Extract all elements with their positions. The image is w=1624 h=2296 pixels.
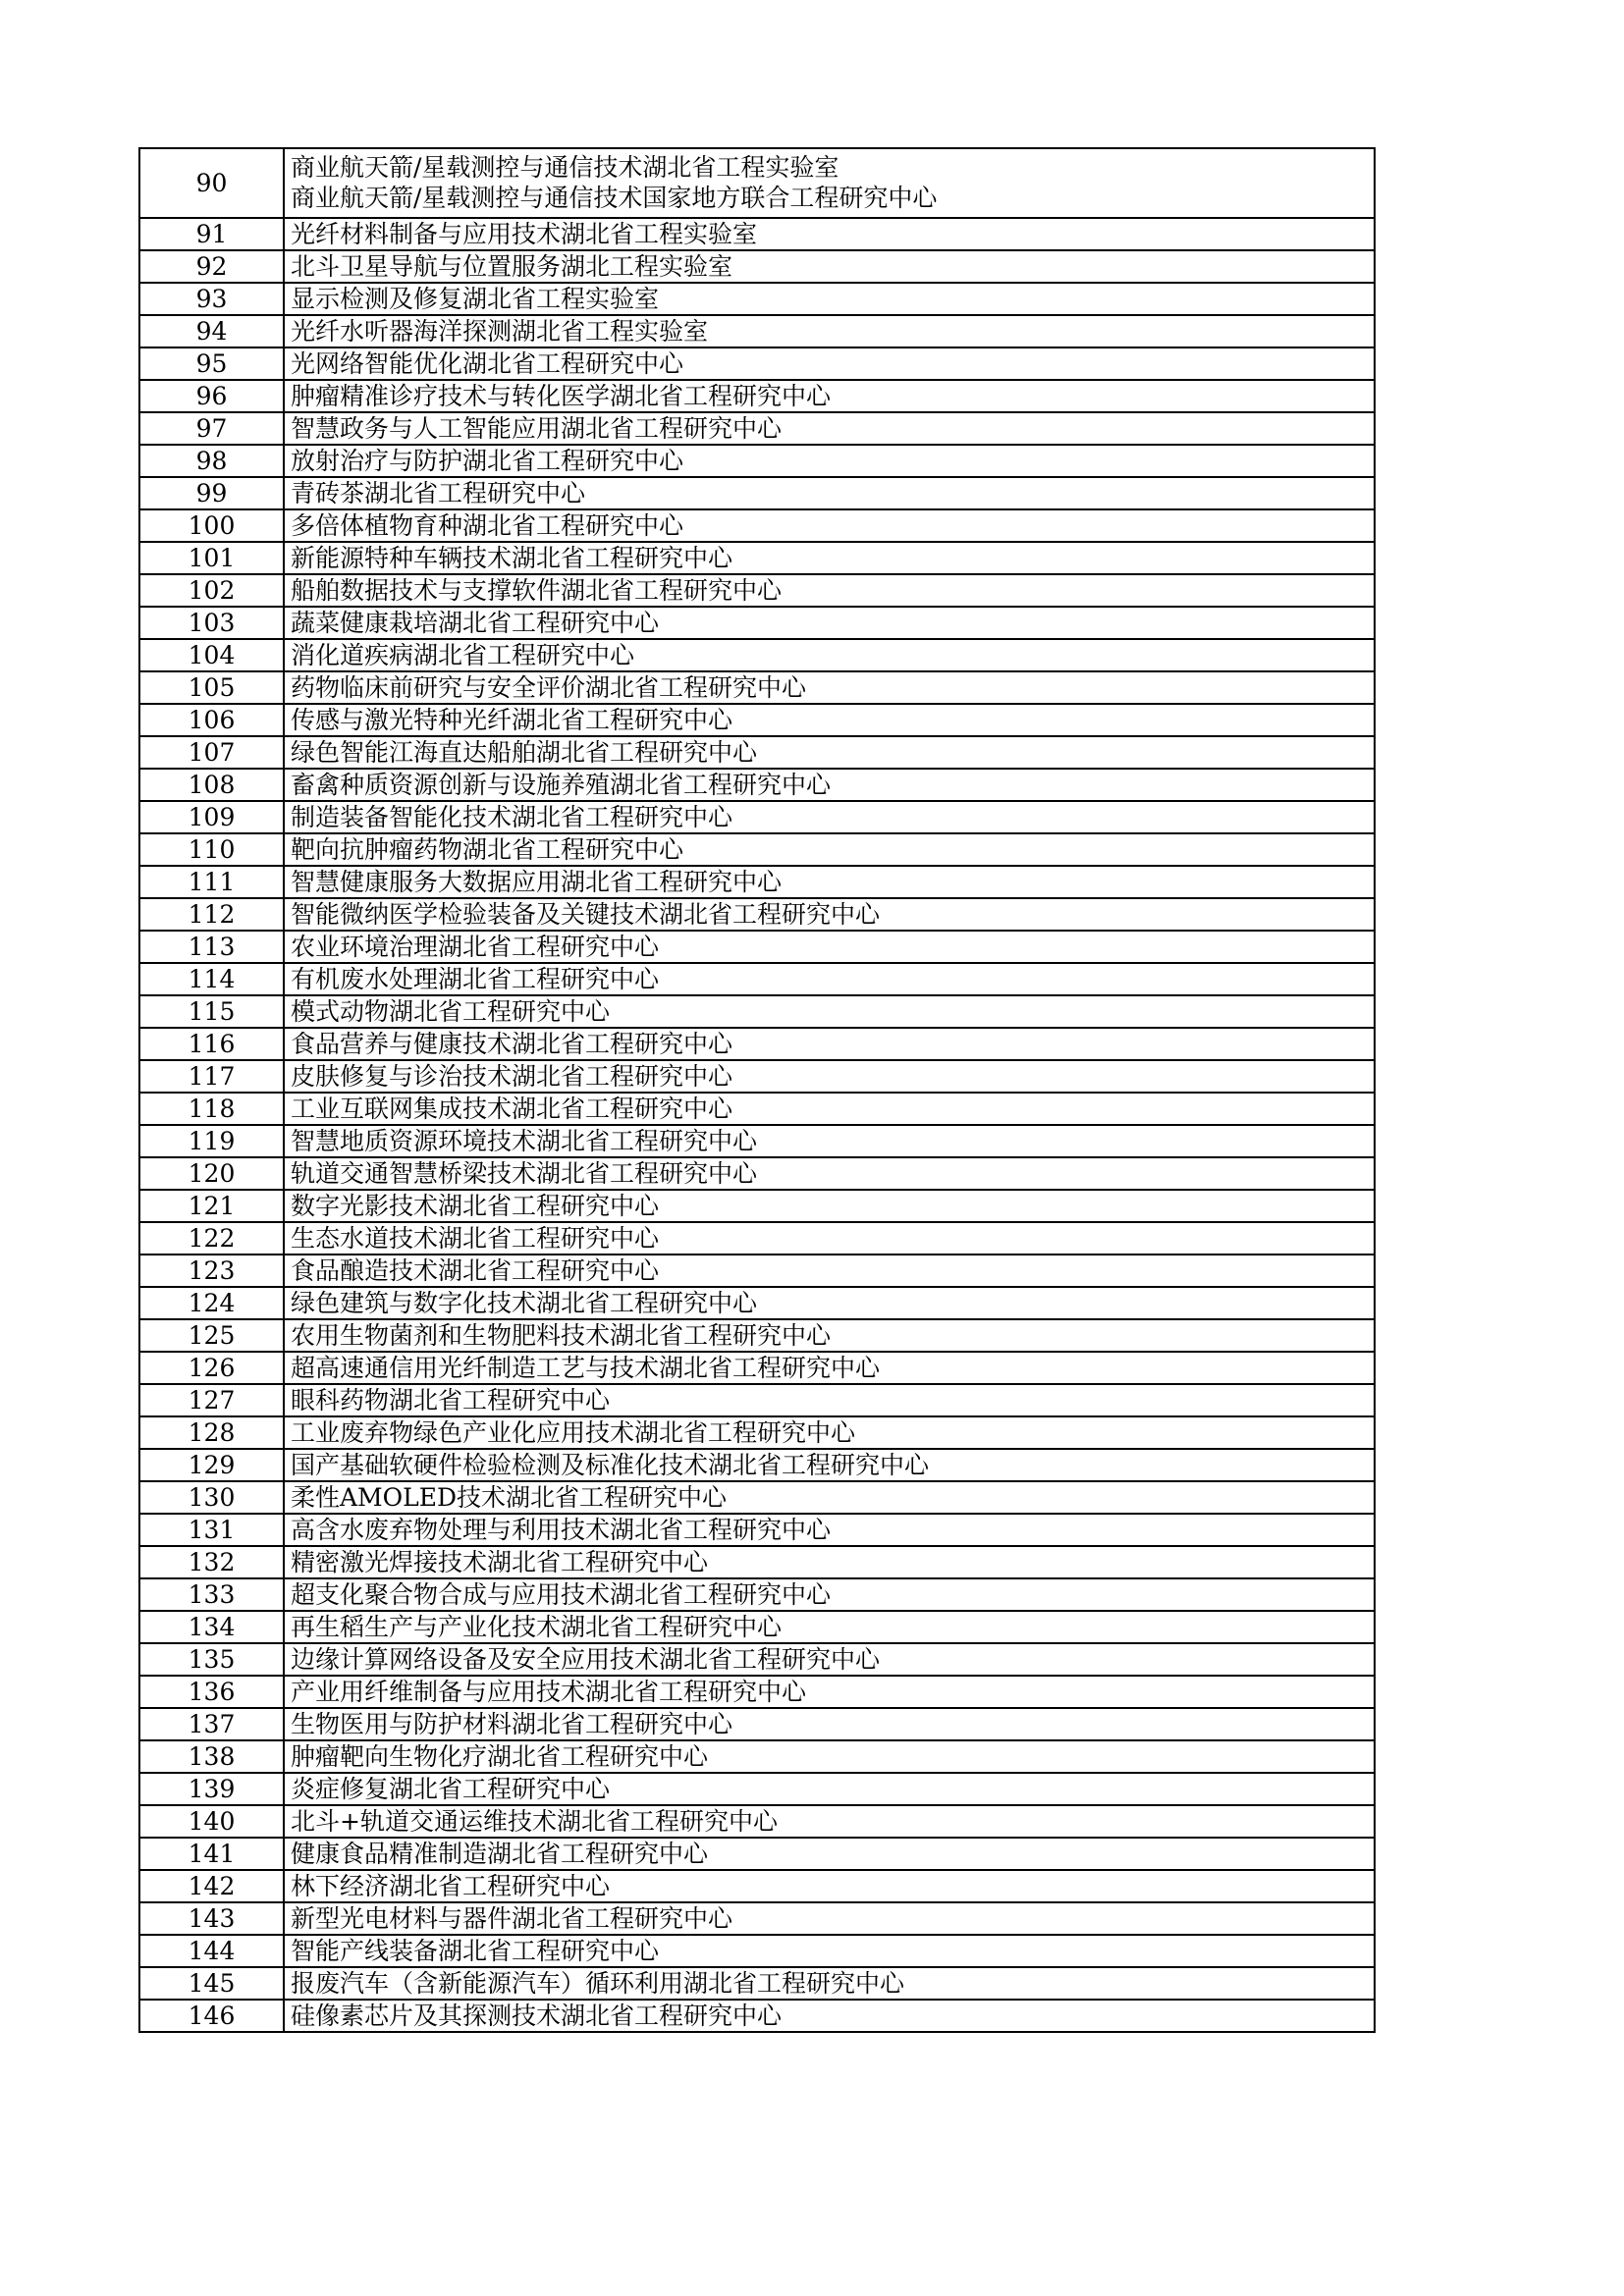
row-number: 127 <box>139 1384 284 1416</box>
center-name: 光纤材料制备与应用技术湖北省工程实验室 <box>291 220 758 248</box>
row-number: 136 <box>139 1676 284 1708</box>
center-name: 数字光影技术湖北省工程研究中心 <box>291 1192 660 1220</box>
engineering-center-table <box>138 147 1376 2033</box>
center-name-cell <box>284 1093 1375 1125</box>
table-row <box>139 1514 1375 1546</box>
table-row <box>139 671 1375 704</box>
row-number: 104 <box>139 639 284 671</box>
center-name: 皮肤修复与诊治技术湖北省工程研究中心 <box>291 1062 733 1091</box>
center-name: 炎症修复湖北省工程研究中心 <box>291 1775 611 1803</box>
center-name-cell <box>284 801 1375 833</box>
row-number: 92 <box>139 250 284 283</box>
row-number: 130 <box>139 1481 284 1514</box>
center-name-cell <box>284 2000 1375 2032</box>
center-name-cell <box>284 445 1375 477</box>
center-name-cell <box>284 1805 1375 1838</box>
row-number: 118 <box>139 1093 284 1125</box>
row-number: 107 <box>139 736 284 769</box>
center-name: 新型光电材料与器件湖北省工程研究中心 <box>291 1904 733 1933</box>
center-name: 有机废水处理湖北省工程研究中心 <box>291 965 660 993</box>
center-name: 超支化聚合物合成与应用技术湖北省工程研究中心 <box>291 1580 832 1609</box>
center-name-cell <box>284 1676 1375 1708</box>
center-name-cell <box>284 1935 1375 1967</box>
center-name: 绿色智能江海直达船舶湖北省工程研究中心 <box>291 738 758 767</box>
table-row <box>139 1319 1375 1352</box>
row-number: 105 <box>139 671 284 704</box>
center-name: 光网络智能优化湖北省工程研究中心 <box>291 349 684 378</box>
center-name: 工业互联网集成技术湖北省工程研究中心 <box>291 1095 733 1123</box>
row-number: 122 <box>139 1222 284 1255</box>
row-number: 138 <box>139 1740 284 1773</box>
table-row <box>139 1157 1375 1190</box>
table-row <box>139 1870 1375 1902</box>
center-name-cell <box>284 1773 1375 1805</box>
row-number: 132 <box>139 1546 284 1578</box>
center-name-cell <box>284 995 1375 1028</box>
center-name-cell <box>284 250 1375 283</box>
center-name-cell <box>284 866 1375 898</box>
center-name-cell <box>284 1319 1375 1352</box>
table-row <box>139 1060 1375 1093</box>
row-number: 133 <box>139 1578 284 1611</box>
table-row <box>139 931 1375 963</box>
table-row <box>139 574 1375 607</box>
table-row <box>139 736 1375 769</box>
row-number: 137 <box>139 1708 284 1740</box>
table-body <box>139 148 1375 2032</box>
center-name-cell <box>284 218 1375 250</box>
row-number: 100 <box>139 509 284 542</box>
center-name-cell <box>284 1578 1375 1611</box>
center-name: 农用生物菌剂和生物肥料技术湖北省工程研究中心 <box>291 1321 832 1350</box>
row-number: 99 <box>139 477 284 509</box>
table-row <box>139 1740 1375 1773</box>
center-name: 多倍体植物育种湖北省工程研究中心 <box>291 511 684 540</box>
table-row <box>139 898 1375 931</box>
center-name-cell <box>284 1157 1375 1190</box>
center-name: 肿瘤精准诊疗技术与转化医学湖北省工程研究中心 <box>291 382 832 410</box>
center-name: 商业航天箭/星载测控与通信技术国家地方联合工程研究中心 <box>291 184 938 210</box>
center-name-cell <box>284 412 1375 445</box>
center-name-cell <box>284 1481 1375 1514</box>
table-row <box>139 1287 1375 1319</box>
center-name-cell <box>284 1255 1375 1287</box>
row-number: 90 <box>139 148 284 218</box>
row-number: 115 <box>139 995 284 1028</box>
table-row <box>139 509 1375 542</box>
table-row <box>139 1546 1375 1578</box>
center-name: 放射治疗与防护湖北省工程研究中心 <box>291 447 684 475</box>
center-name: 超高速通信用光纤制造工艺与技术湖北省工程研究中心 <box>291 1354 881 1382</box>
center-name-cell <box>284 671 1375 704</box>
row-number: 126 <box>139 1352 284 1384</box>
table-row <box>139 1773 1375 1805</box>
table-row <box>139 833 1375 866</box>
row-number: 145 <box>139 1967 284 2000</box>
row-number: 114 <box>139 963 284 995</box>
table-row <box>139 218 1375 250</box>
table-row <box>139 1935 1375 1967</box>
center-name-cell <box>284 574 1375 607</box>
row-number: 117 <box>139 1060 284 1093</box>
table-row <box>139 380 1375 412</box>
table-row <box>139 1125 1375 1157</box>
row-number: 121 <box>139 1190 284 1222</box>
table-row <box>139 607 1375 639</box>
row-number: 109 <box>139 801 284 833</box>
row-number: 125 <box>139 1319 284 1352</box>
row-number: 144 <box>139 1935 284 1967</box>
table-row <box>139 1902 1375 1935</box>
table-row <box>139 1093 1375 1125</box>
table-row <box>139 1255 1375 1287</box>
table-row <box>139 1352 1375 1384</box>
center-name-cell <box>284 1352 1375 1384</box>
center-name-cell <box>284 1060 1375 1093</box>
table-row <box>139 866 1375 898</box>
center-name-cell <box>284 963 1375 995</box>
table-row <box>139 315 1375 347</box>
center-name-cell <box>284 736 1375 769</box>
center-name: 北斗卫星导航与位置服务湖北工程实验室 <box>291 252 733 281</box>
row-number: 101 <box>139 542 284 574</box>
center-name: 柔性AMOLED技术湖北省工程研究中心 <box>291 1483 728 1512</box>
center-name-cell <box>284 1967 1375 2000</box>
table-row <box>139 1222 1375 1255</box>
row-number: 98 <box>139 445 284 477</box>
row-number: 106 <box>139 704 284 736</box>
center-name-cell <box>284 1611 1375 1643</box>
center-name: 绿色建筑与数字化技术湖北省工程研究中心 <box>291 1289 758 1317</box>
row-number: 91 <box>139 218 284 250</box>
center-name-cell <box>284 1028 1375 1060</box>
center-name: 食品酿造技术湖北省工程研究中心 <box>291 1256 660 1285</box>
center-name: 高含水废弃物处理与利用技术湖北省工程研究中心 <box>291 1516 832 1544</box>
table-row <box>139 1676 1375 1708</box>
row-number: 124 <box>139 1287 284 1319</box>
center-name-cell <box>284 1125 1375 1157</box>
center-name-cell <box>284 607 1375 639</box>
table-row <box>139 445 1375 477</box>
center-name-cell <box>284 1384 1375 1416</box>
center-name: 船舶数据技术与支撑软件湖北省工程研究中心 <box>291 576 783 605</box>
row-number: 113 <box>139 931 284 963</box>
center-name: 制造装备智能化技术湖北省工程研究中心 <box>291 803 733 831</box>
center-name: 北斗+轨道交通运维技术湖北省工程研究中心 <box>291 1807 778 1836</box>
center-name: 智慧政务与人工智能应用湖北省工程研究中心 <box>291 414 783 443</box>
center-name: 生态水道技术湖北省工程研究中心 <box>291 1224 660 1253</box>
table-row <box>139 704 1375 736</box>
row-number: 119 <box>139 1125 284 1157</box>
table-row <box>139 250 1375 283</box>
center-name: 新能源特种车辆技术湖北省工程研究中心 <box>291 544 733 572</box>
table-row <box>139 1838 1375 1870</box>
center-name: 智能产线装备湖北省工程研究中心 <box>291 1937 660 1965</box>
row-number: 139 <box>139 1773 284 1805</box>
center-name: 报废汽车（含新能源汽车）循环利用湖北省工程研究中心 <box>291 1969 905 1998</box>
row-number: 110 <box>139 833 284 866</box>
row-number: 108 <box>139 769 284 801</box>
row-number: 135 <box>139 1643 284 1676</box>
table-row <box>139 1416 1375 1449</box>
center-name-cell <box>284 477 1375 509</box>
row-number: 102 <box>139 574 284 607</box>
row-number: 146 <box>139 2000 284 2032</box>
center-name-cell <box>284 1870 1375 1902</box>
center-name-cell <box>284 1708 1375 1740</box>
center-name: 林下经济湖北省工程研究中心 <box>291 1872 611 1900</box>
center-name-cell <box>284 1514 1375 1546</box>
center-name-cell <box>284 1546 1375 1578</box>
row-number: 131 <box>139 1514 284 1546</box>
center-name-cell <box>284 315 1375 347</box>
center-name: 智能微纳医学检验装备及关键技术湖北省工程研究中心 <box>291 900 881 929</box>
table-row <box>139 1708 1375 1740</box>
table-row <box>139 769 1375 801</box>
center-name: 畜禽种质资源创新与设施养殖湖北省工程研究中心 <box>291 771 832 799</box>
center-name-cell <box>284 1643 1375 1676</box>
center-name-cell <box>284 380 1375 412</box>
center-name: 消化道疾病湖北省工程研究中心 <box>291 641 635 669</box>
table-row <box>139 1578 1375 1611</box>
row-number: 134 <box>139 1611 284 1643</box>
row-number: 140 <box>139 1805 284 1838</box>
center-name-cell <box>284 769 1375 801</box>
table-row <box>139 995 1375 1028</box>
center-name: 边缘计算网络设备及安全应用技术湖北省工程研究中心 <box>291 1645 881 1674</box>
row-number: 94 <box>139 315 284 347</box>
center-name: 食品营养与健康技术湖北省工程研究中心 <box>291 1030 733 1058</box>
center-name-cell <box>284 347 1375 380</box>
center-name-cell <box>284 1838 1375 1870</box>
table-row <box>139 1967 1375 2000</box>
center-name: 生物医用与防护材料湖北省工程研究中心 <box>291 1710 733 1738</box>
center-name: 青砖茶湖北省工程研究中心 <box>291 479 586 507</box>
center-name: 蔬菜健康栽培湖北省工程研究中心 <box>291 609 660 637</box>
center-name-cell <box>284 1222 1375 1255</box>
center-name-cell <box>284 639 1375 671</box>
center-name: 再生稻生产与产业化技术湖北省工程研究中心 <box>291 1613 783 1641</box>
row-number: 129 <box>139 1449 284 1481</box>
row-number: 112 <box>139 898 284 931</box>
center-name-cell <box>284 1190 1375 1222</box>
center-name: 产业用纤维制备与应用技术湖北省工程研究中心 <box>291 1678 807 1706</box>
center-name-cell <box>284 1740 1375 1773</box>
table-row <box>139 1643 1375 1676</box>
center-name-cell <box>284 542 1375 574</box>
row-number: 103 <box>139 607 284 639</box>
center-name-cell <box>284 1416 1375 1449</box>
center-name: 智慧健康服务大数据应用湖北省工程研究中心 <box>291 868 783 896</box>
center-name: 硅像素芯片及其探测技术湖北省工程研究中心 <box>291 2002 783 2030</box>
center-name: 显示检测及修复湖北省工程实验室 <box>291 285 660 313</box>
center-name-cell <box>284 1902 1375 1935</box>
center-name-cell <box>284 148 1375 218</box>
center-name: 健康食品精准制造湖北省工程研究中心 <box>291 1840 709 1868</box>
center-name: 模式动物湖北省工程研究中心 <box>291 997 611 1026</box>
table-row <box>139 542 1375 574</box>
row-number: 143 <box>139 1902 284 1935</box>
center-name: 光纤水听器海洋探测湖北省工程实验室 <box>291 317 709 346</box>
center-name: 国产基础软硬件检验检测及标准化技术湖北省工程研究中心 <box>291 1451 930 1479</box>
row-number: 128 <box>139 1416 284 1449</box>
center-name-cell <box>284 898 1375 931</box>
center-name: 轨道交通智慧桥梁技术湖北省工程研究中心 <box>291 1159 758 1188</box>
table-row <box>139 1481 1375 1514</box>
center-name-cell <box>284 931 1375 963</box>
row-number: 120 <box>139 1157 284 1190</box>
row-number: 141 <box>139 1838 284 1870</box>
table-row <box>139 963 1375 995</box>
row-number: 97 <box>139 412 284 445</box>
center-name: 商业航天箭/星载测控与通信技术湖北省工程实验室 <box>291 153 839 182</box>
table-row <box>139 1449 1375 1481</box>
table-row <box>139 1190 1375 1222</box>
center-name: 药物临床前研究与安全评价湖北省工程研究中心 <box>291 673 807 702</box>
center-name-cell <box>284 1449 1375 1481</box>
row-number: 93 <box>139 283 284 315</box>
center-name-cell <box>284 1287 1375 1319</box>
row-number: 116 <box>139 1028 284 1060</box>
row-number: 123 <box>139 1255 284 1287</box>
row-number: 96 <box>139 380 284 412</box>
table-row <box>139 347 1375 380</box>
table-row <box>139 477 1375 509</box>
center-name-cell <box>284 509 1375 542</box>
table-row <box>139 2000 1375 2032</box>
center-name: 精密激光焊接技术湖北省工程研究中心 <box>291 1548 709 1576</box>
center-name: 工业废弃物绿色产业化应用技术湖北省工程研究中心 <box>291 1418 856 1447</box>
row-number: 111 <box>139 866 284 898</box>
center-name-cell <box>284 704 1375 736</box>
center-name: 肿瘤靶向生物化疗湖北省工程研究中心 <box>291 1742 709 1771</box>
table-row <box>139 801 1375 833</box>
center-name: 眼科药物湖北省工程研究中心 <box>291 1386 611 1415</box>
table-row <box>139 148 1375 218</box>
center-name: 智慧地质资源环境技术湖北省工程研究中心 <box>291 1127 758 1155</box>
center-name: 传感与激光特种光纤湖北省工程研究中心 <box>291 706 733 734</box>
table-row <box>139 1384 1375 1416</box>
table-row <box>139 1028 1375 1060</box>
table-row <box>139 1611 1375 1643</box>
center-name-cell <box>284 283 1375 315</box>
table-row <box>139 639 1375 671</box>
table-row <box>139 412 1375 445</box>
table-row <box>139 1805 1375 1838</box>
center-name: 农业环境治理湖北省工程研究中心 <box>291 933 660 961</box>
row-number: 95 <box>139 347 284 380</box>
table-row <box>139 283 1375 315</box>
row-number: 142 <box>139 1870 284 1902</box>
center-name-cell <box>284 833 1375 866</box>
center-name: 靶向抗肿瘤药物湖北省工程研究中心 <box>291 835 684 864</box>
